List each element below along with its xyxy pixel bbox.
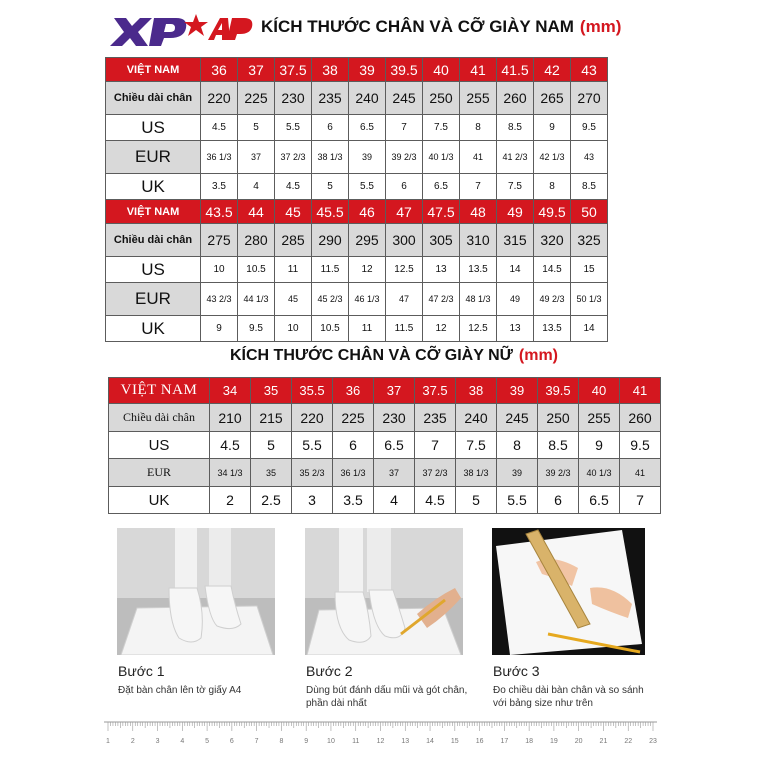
size-cell: 9.5 <box>620 432 661 459</box>
size-cell: 42 1/3 <box>534 141 571 174</box>
size-cell: 6.5 <box>423 174 460 200</box>
vn-size-cell: 41.5 <box>497 58 534 82</box>
ruler-label: 15 <box>450 738 459 745</box>
size-cell: 44 1/3 <box>238 283 275 316</box>
row-label: Chiều dài chân <box>106 82 201 115</box>
size-cell: 13 <box>497 316 534 342</box>
size-cell: 11.5 <box>312 257 349 283</box>
size-cell: 5.5 <box>349 174 386 200</box>
size-cell: 36 1/3 <box>201 141 238 174</box>
vn-size-cell: 47.5 <box>423 200 460 224</box>
ruler-label: 16 <box>475 738 484 745</box>
step-3-desc: Đo chiều dài bàn chân và so sánh với bảng size như trên <box>493 685 644 709</box>
size-cell: 230 <box>275 82 312 115</box>
size-cell: 38 1/3 <box>456 459 497 487</box>
size-cell: 2.5 <box>251 487 292 514</box>
size-row-us <box>106 257 608 283</box>
ruler-label: 10 <box>327 738 335 745</box>
size-cell: 245 <box>497 404 538 432</box>
size-cell: 5 <box>456 487 497 514</box>
size-cell: 225 <box>333 404 374 432</box>
size-cell: 235 <box>312 82 349 115</box>
size-cell: 13.5 <box>460 257 497 283</box>
size-cell: 8.5 <box>571 174 608 200</box>
size-cell: 8.5 <box>497 115 534 141</box>
step-3-photo <box>492 528 645 655</box>
row-label: US <box>109 432 210 459</box>
size-cell: 300 <box>386 224 423 257</box>
size-cell: 9 <box>534 115 571 141</box>
ruler <box>104 720 657 748</box>
size-cell: 6.5 <box>374 432 415 459</box>
size-cell: 255 <box>579 404 620 432</box>
vn-size-cell: 45 <box>275 200 312 224</box>
size-cell: 9.5 <box>238 316 275 342</box>
vn-size-cell: 40 <box>423 58 460 82</box>
ruler-label: 19 <box>550 738 558 745</box>
size-cell: 39 <box>497 459 538 487</box>
size-row-chi-u-d-i-ch-n <box>109 404 661 432</box>
row-label: UK <box>106 174 201 200</box>
women-unit: (mm) <box>518 347 558 364</box>
ruler-label: 3 <box>155 738 160 745</box>
ruler-label: 4 <box>180 738 185 745</box>
size-cell: 12.5 <box>386 257 423 283</box>
vn-size-cell: 46 <box>349 200 386 224</box>
size-cell: 37 <box>374 459 415 487</box>
row-label: UK <box>109 487 210 514</box>
size-cell: 295 <box>349 224 386 257</box>
vn-size-cell: 38 <box>456 378 497 404</box>
size-cell: 34 1/3 <box>210 459 251 487</box>
size-cell: 325 <box>571 224 608 257</box>
step-2-desc: Dùng bút đánh dấu mũi và gót chân, phần dài nhất <box>306 685 468 709</box>
men-title: KÍCH THƯỚC CHÂN VÀ CỠ GIÀY NAM <box>261 17 574 36</box>
row-label: EUR <box>106 141 201 174</box>
size-cell: 4 <box>374 487 415 514</box>
row-label: EUR <box>106 283 201 316</box>
size-cell: 220 <box>292 404 333 432</box>
size-cell: 8.5 <box>538 432 579 459</box>
step-2-photo <box>305 528 463 655</box>
vn-size-cell: 47 <box>386 200 423 224</box>
women-heading <box>230 347 558 365</box>
size-cell: 36 1/3 <box>333 459 374 487</box>
size-cell: 45 2/3 <box>312 283 349 316</box>
vn-size-cell: 39 <box>349 58 386 82</box>
ruler-label: 18 <box>525 738 534 745</box>
size-cell: 310 <box>460 224 497 257</box>
size-cell: 8 <box>497 432 538 459</box>
size-cell: 10 <box>201 257 238 283</box>
size-cell: 315 <box>497 224 534 257</box>
ruler-label: 7 <box>254 738 259 745</box>
vn-size-cell: 37 <box>238 58 275 82</box>
size-cell: 6.5 <box>579 487 620 514</box>
size-cell: 41 2/3 <box>497 141 534 174</box>
size-cell: 11 <box>349 316 386 342</box>
size-cell: 230 <box>374 404 415 432</box>
vn-size-cell: 48 <box>460 200 497 224</box>
size-row-eur <box>106 141 608 174</box>
vn-size-cell: 41 <box>460 58 497 82</box>
row-label: Chiều dài chân <box>109 404 210 432</box>
women-size-table <box>108 377 661 514</box>
size-cell: 41 <box>620 459 661 487</box>
size-cell: 5 <box>312 174 349 200</box>
size-cell: 240 <box>349 82 386 115</box>
size-cell: 3 <box>292 487 333 514</box>
size-cell: 3.5 <box>201 174 238 200</box>
vn-size-cell: 39 <box>497 378 538 404</box>
size-header-row <box>109 378 661 404</box>
row-label: VIỆT NAM <box>106 58 201 82</box>
size-cell: 210 <box>210 404 251 432</box>
vn-size-cell: 35 <box>251 378 292 404</box>
size-row-us <box>106 115 608 141</box>
step-3-title: Bước 3 <box>493 663 540 679</box>
vn-size-cell: 37.5 <box>275 58 312 82</box>
ruler-label: 22 <box>624 738 633 745</box>
size-cell: 2 <box>210 487 251 514</box>
size-cell: 305 <box>423 224 460 257</box>
size-row-eur <box>109 459 661 487</box>
size-cell: 12.5 <box>460 316 497 342</box>
size-cell: 4 <box>238 174 275 200</box>
size-cell: 6 <box>333 432 374 459</box>
size-row-eur <box>106 283 608 316</box>
vn-size-cell: 42 <box>534 58 571 82</box>
size-cell: 7.5 <box>497 174 534 200</box>
size-cell: 265 <box>534 82 571 115</box>
size-row-us <box>109 432 661 459</box>
size-cell: 37 2/3 <box>415 459 456 487</box>
size-cell: 240 <box>456 404 497 432</box>
size-row-uk <box>106 174 608 200</box>
size-cell: 320 <box>534 224 571 257</box>
size-cell: 45 <box>275 283 312 316</box>
vn-size-cell: 35.5 <box>292 378 333 404</box>
vn-size-cell: 36 <box>201 58 238 82</box>
size-cell: 43 2/3 <box>201 283 238 316</box>
size-cell: 10 <box>275 316 312 342</box>
step-1-desc: Đặt bàn chân lên tờ giấy A4 <box>118 685 242 696</box>
size-cell: 4.5 <box>201 115 238 141</box>
size-cell: 5.5 <box>292 432 333 459</box>
size-cell: 47 2/3 <box>423 283 460 316</box>
size-cell: 39 2/3 <box>386 141 423 174</box>
vn-size-cell: 50 <box>571 200 608 224</box>
size-cell: 40 1/3 <box>423 141 460 174</box>
size-cell: 220 <box>201 82 238 115</box>
size-cell: 14 <box>497 257 534 283</box>
size-cell: 260 <box>620 404 661 432</box>
size-cell: 11.5 <box>386 316 423 342</box>
size-cell: 35 <box>251 459 292 487</box>
size-cell: 7 <box>415 432 456 459</box>
ruler-label: 11 <box>352 738 360 745</box>
size-cell: 235 <box>415 404 456 432</box>
ruler-label: 2 <box>130 738 135 745</box>
vn-size-cell: 49.5 <box>534 200 571 224</box>
ruler-label: 1 <box>106 738 110 745</box>
size-cell: 39 <box>349 141 386 174</box>
size-cell: 7 <box>620 487 661 514</box>
size-row-uk <box>109 487 661 514</box>
size-cell: 9 <box>579 432 620 459</box>
row-label: US <box>106 115 201 141</box>
size-cell: 13 <box>423 257 460 283</box>
size-cell: 7 <box>386 115 423 141</box>
ruler-labels <box>106 738 657 745</box>
ruler-label: 20 <box>574 738 583 745</box>
step-1-photo <box>117 528 275 655</box>
size-cell: 9.5 <box>571 115 608 141</box>
size-cell: 38 1/3 <box>312 141 349 174</box>
size-cell: 13.5 <box>534 316 571 342</box>
vn-size-cell: 39.5 <box>538 378 579 404</box>
size-cell: 8 <box>534 174 571 200</box>
size-cell: 280 <box>238 224 275 257</box>
vn-size-cell: 37 <box>374 378 415 404</box>
xp-logo <box>104 10 254 50</box>
ruler-label: 17 <box>500 738 509 745</box>
size-cell: 6 <box>312 115 349 141</box>
ruler-label: 21 <box>599 738 608 745</box>
vn-size-cell: 43.5 <box>201 200 238 224</box>
size-cell: 10.5 <box>312 316 349 342</box>
size-cell: 47 <box>386 283 423 316</box>
size-cell: 5 <box>251 432 292 459</box>
row-label: EUR <box>109 459 210 487</box>
row-label: UK <box>106 316 201 342</box>
vn-size-cell: 43 <box>571 58 608 82</box>
size-cell: 5 <box>238 115 275 141</box>
size-cell: 7.5 <box>423 115 460 141</box>
size-cell: 50 1/3 <box>571 283 608 316</box>
size-cell: 10.5 <box>238 257 275 283</box>
size-cell: 40 1/3 <box>579 459 620 487</box>
ruler-label: 5 <box>205 738 210 745</box>
vn-size-cell: 36 <box>333 378 374 404</box>
vn-size-cell: 37.5 <box>415 378 456 404</box>
ruler-label: 23 <box>649 738 657 745</box>
size-cell: 7 <box>460 174 497 200</box>
row-label: US <box>106 257 201 283</box>
size-cell: 285 <box>275 224 312 257</box>
size-cell: 9 <box>201 316 238 342</box>
size-cell: 15 <box>571 257 608 283</box>
size-cell: 8 <box>460 115 497 141</box>
logo-mark <box>110 14 252 46</box>
ruler-label: 12 <box>376 738 385 745</box>
size-cell: 3.5 <box>333 487 374 514</box>
size-cell: 250 <box>423 82 460 115</box>
size-cell: 250 <box>538 404 579 432</box>
size-cell: 41 <box>460 141 497 174</box>
women-title: KÍCH THƯỚC CHÂN VÀ CỠ GIÀY NỮ <box>230 347 513 364</box>
step-2-title: Bước 2 <box>306 663 353 679</box>
size-cell: 7.5 <box>456 432 497 459</box>
vn-size-cell: 39.5 <box>386 58 423 82</box>
size-cell: 11 <box>275 257 312 283</box>
size-cell: 4.5 <box>275 174 312 200</box>
vn-size-cell: 44 <box>238 200 275 224</box>
size-cell: 275 <box>201 224 238 257</box>
size-cell: 255 <box>460 82 497 115</box>
size-cell: 12 <box>423 316 460 342</box>
step-1-title: Bước 1 <box>118 663 165 679</box>
ruler-ticks <box>104 722 657 731</box>
size-cell: 48 1/3 <box>460 283 497 316</box>
ruler-label: 14 <box>426 738 434 745</box>
size-row-uk <box>106 316 608 342</box>
row-label: VIỆT NAM <box>106 200 201 224</box>
ruler-label: 8 <box>279 738 284 745</box>
size-cell: 49 <box>497 283 534 316</box>
size-header-row <box>106 200 608 224</box>
size-row-chi-u-d-i-ch-n <box>106 224 608 257</box>
size-row-chi-u-d-i-ch-n <box>106 82 608 115</box>
row-label: VIỆT NAM <box>109 378 210 404</box>
size-cell: 39 2/3 <box>538 459 579 487</box>
size-cell: 43 <box>571 141 608 174</box>
size-cell: 5.5 <box>275 115 312 141</box>
size-cell: 245 <box>386 82 423 115</box>
ruler-label: 13 <box>401 738 410 745</box>
men-unit: (mm) <box>579 17 622 36</box>
size-cell: 270 <box>571 82 608 115</box>
size-cell: 4.5 <box>415 487 456 514</box>
size-cell: 4.5 <box>210 432 251 459</box>
size-cell: 225 <box>238 82 275 115</box>
men-heading <box>261 17 621 37</box>
size-cell: 49 2/3 <box>534 283 571 316</box>
size-cell: 5.5 <box>497 487 538 514</box>
size-header-row <box>106 58 608 82</box>
size-cell: 37 2/3 <box>275 141 312 174</box>
size-cell: 35 2/3 <box>292 459 333 487</box>
size-cell: 14 <box>571 316 608 342</box>
size-cell: 46 1/3 <box>349 283 386 316</box>
size-cell: 6 <box>538 487 579 514</box>
size-cell: 14.5 <box>534 257 571 283</box>
vn-size-cell: 38 <box>312 58 349 82</box>
size-cell: 290 <box>312 224 349 257</box>
vn-size-cell: 45.5 <box>312 200 349 224</box>
size-cell: 37 <box>238 141 275 174</box>
size-cell: 260 <box>497 82 534 115</box>
vn-size-cell: 41 <box>620 378 661 404</box>
size-cell: 215 <box>251 404 292 432</box>
vn-size-cell: 40 <box>579 378 620 404</box>
vn-size-cell: 49 <box>497 200 534 224</box>
size-cell: 12 <box>349 257 386 283</box>
ruler-label: 6 <box>229 738 234 745</box>
men-size-table <box>105 57 608 342</box>
row-label: Chiều dài chân <box>106 224 201 257</box>
ruler-label: 9 <box>304 738 309 745</box>
size-cell: 6 <box>386 174 423 200</box>
vn-size-cell: 34 <box>210 378 251 404</box>
size-cell: 6.5 <box>349 115 386 141</box>
